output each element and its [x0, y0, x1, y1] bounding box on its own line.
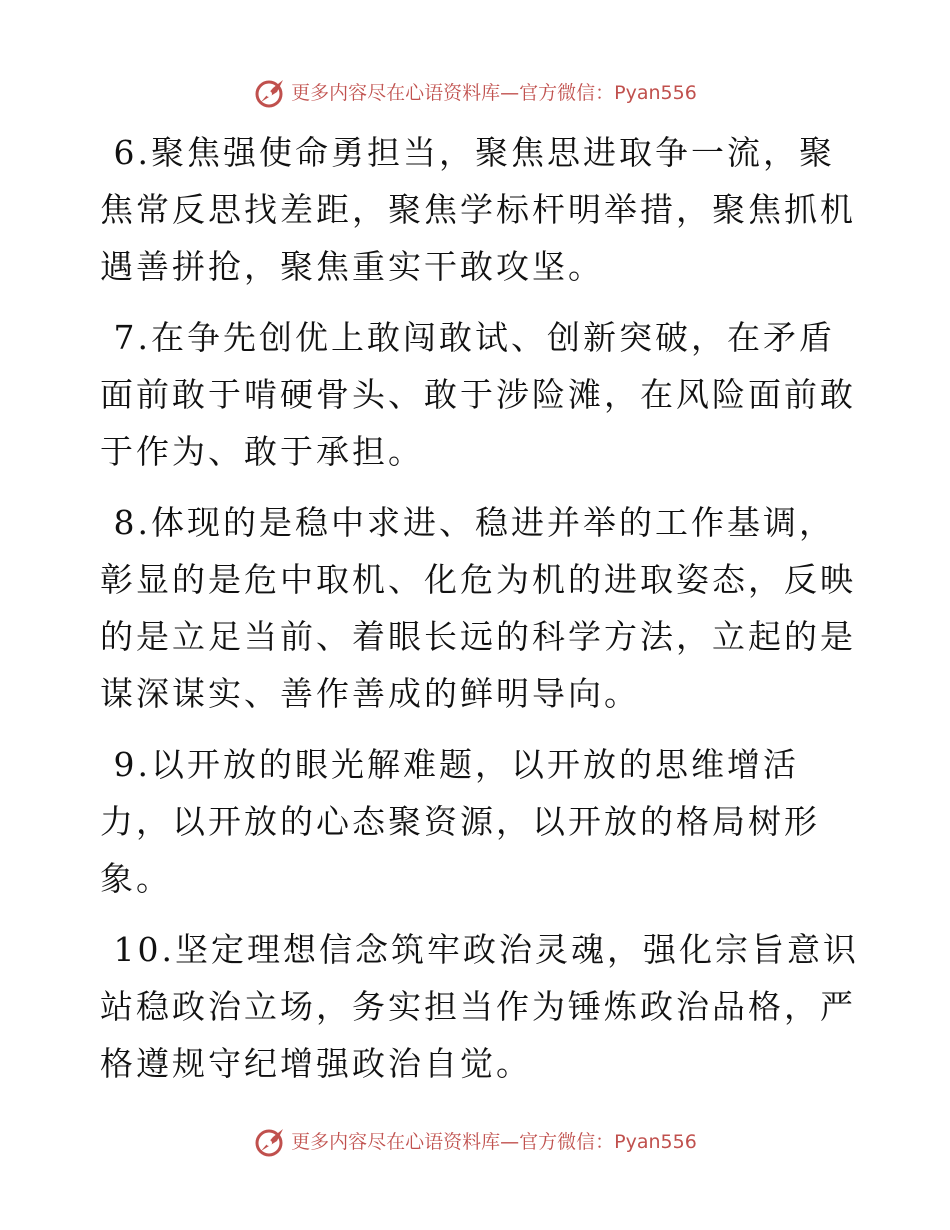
header-watermark — [0, 76, 950, 110]
watermark-wechat-id: Pyan556 — [614, 82, 697, 104]
paragraph-text: 聚焦强使命勇担当，聚焦思进取争一流，聚焦常反思找差距，聚焦学标杆明举措，聚焦抓机遇善拼抢，聚焦重实干敢攻坚。 — [100, 133, 856, 286]
paragraph-text: 以开放的眼光解难题，以开放的思维增活力，以开放的心态聚资源，以开放的格局树形象。 — [100, 745, 820, 898]
paragraph-8 — [100, 494, 860, 722]
document-body — [100, 124, 860, 1106]
paragraph-7 — [100, 309, 860, 480]
watermark-wechat-id: Pyan556 — [614, 1131, 697, 1153]
pen-nib-circle-icon — [253, 76, 287, 110]
paragraph-10 — [100, 921, 860, 1092]
paragraph-text: 体现的是稳中求进、稳进并举的工作基调，彰显的是危中取机、化危为机的进取姿态，反映的是立足当前、着眼长远的科学方法，立起的是谋深谋实、善作善成的鲜明导向。 — [100, 503, 856, 713]
footer-watermark — [0, 1125, 950, 1159]
paragraph-text: 在争先创优上敢闯敢试、创新突破，在矛盾面前敢于啃硬骨头、敢于涉险滩，在风险面前敢于作为、敢于承担。 — [100, 318, 856, 471]
paragraph-9 — [100, 736, 860, 907]
watermark-text: 更多内容尽在心语资料库—官方微信： — [291, 1131, 615, 1153]
paragraph-number: 6. — [113, 133, 151, 172]
paragraph-6 — [100, 124, 860, 295]
paragraph-text: 坚定理想信念筑牢政治灵魂，强化宗旨意识站稳政治立场，务实担当作为锤炼政治品格，严格遵规守纪增强政治自觉。 — [100, 930, 859, 1083]
paragraph-number: 7. — [113, 318, 151, 357]
paragraph-number: 10. — [113, 930, 175, 969]
watermark-text: 更多内容尽在心语资料库—官方微信： — [291, 82, 615, 104]
paragraph-number: 9. — [113, 745, 151, 784]
pen-nib-circle-icon — [253, 1125, 287, 1159]
paragraph-number: 8. — [113, 503, 151, 542]
